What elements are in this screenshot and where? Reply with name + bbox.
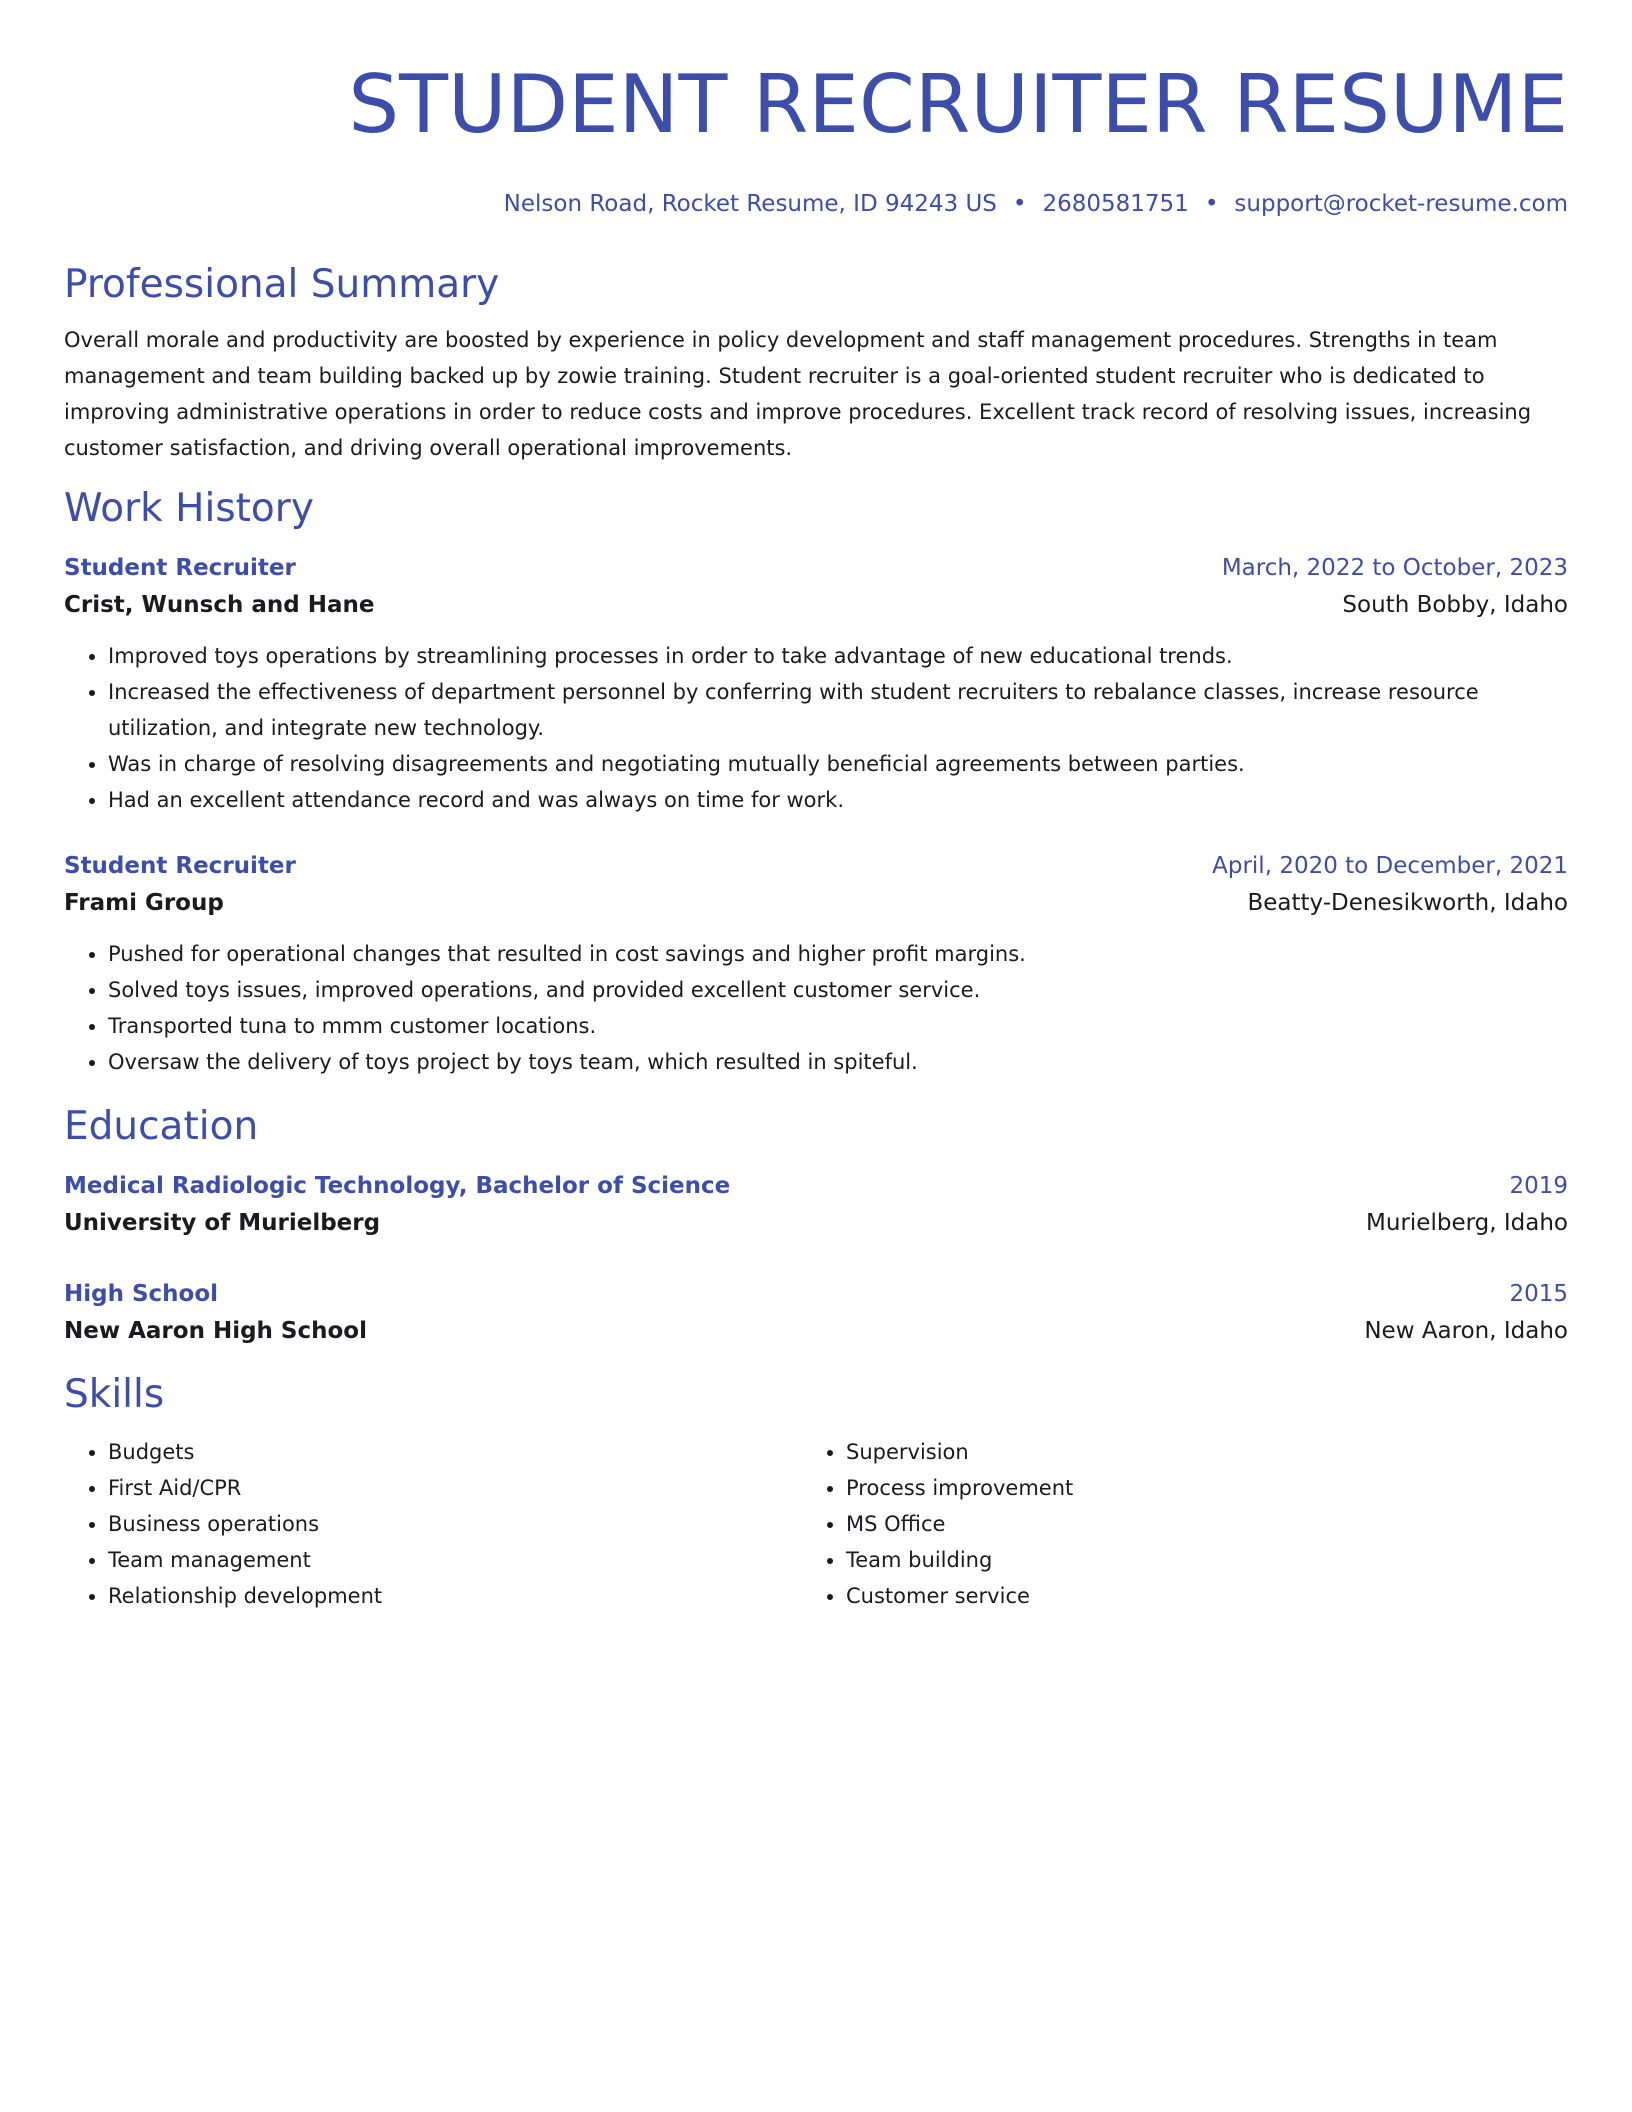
resume-header [64,50,1568,220]
contact-line [64,188,1568,220]
education-location: Murielberg, Idaho [1366,1210,1568,1236]
contact-phone: 2680581751 [1042,191,1189,217]
skills-heading: Skills [64,1372,165,1417]
job-bullet-list [64,936,1568,1080]
contact-email: support@rocket-resume.com [1234,191,1568,217]
contact-address: Nelson Road, Rocket Resume, ID 94243 US [503,191,997,217]
skill-item: • Process improvement [846,1470,1540,1506]
job-bullet: • Had an excellent attendance record and was always on time for work. [108,782,1568,818]
education-entry [64,1276,1568,1350]
skill-item: • Team building [846,1542,1540,1578]
education-year: 2015 [1509,1281,1568,1307]
job-bullet-list [64,638,1568,818]
education-entry [64,1168,1568,1242]
job-bullet: • Improved toys operations by streamlining processes in order to take advantage of new educational trends. [108,638,1568,674]
summary-text: Overall morale and productivity are boosted by experience in policy development and staff management procedures. Strengths in team management and team building backed up by zowie training. Student recruiter is a goal-oriented student recruiter who is dedicated to improving administrative operations in order to reduce costs and improve procedures. Excellent track record of resolving issues, increasing customer satisfaction, and driving overall operational improvements. [64,328,1532,460]
job-title: Student Recruiter [64,555,296,581]
education-year: 2019 [1509,1173,1568,1199]
education-location: New Aaron, Idaho [1364,1318,1568,1344]
job-title: Student Recruiter [64,853,296,879]
work-history-heading: Work History [64,486,314,531]
job-bullet: • Increased the effectiveness of department personnel by conferring with student recruiters to rebalance classes, increase resource utilization, and integrate new technology. [108,674,1568,746]
education-school: New Aaron High School [64,1318,367,1344]
skill-item: • Supervision [846,1434,1540,1470]
job-bullet: • Solved toys issues, improved operations, and provided excellent customer service. [108,972,1568,1008]
job-bullet: • Transported tuna to mmm customer locations. [108,1008,1568,1044]
education-degree: High School [64,1281,219,1307]
skill-item: • Customer service [846,1578,1540,1614]
job-company: Crist, Wunsch and Hane [64,592,375,618]
skill-item: • Business operations [108,1506,802,1542]
contact-separator: • [1012,191,1027,217]
education-school: University of Murielberg [64,1210,381,1236]
skill-item: • Budgets [108,1434,802,1470]
summary-heading: Professional Summary [64,262,500,307]
skill-item: • First Aid/CPR [108,1470,802,1506]
job-dates: March, 2022 to October, 2023 [1221,555,1568,581]
job-bullet: • Oversaw the delivery of toys project by toys team, which resulted in spiteful. [108,1044,1568,1080]
education-heading: Education [64,1104,259,1149]
job-entry [64,848,1568,1080]
skill-item: • Team management [108,1542,802,1578]
job-bullet: • Was in charge of resolving disagreements and negotiating mutually beneficial agreements between parties. [108,746,1568,782]
skills-list [64,1434,1568,1614]
resume-title: STUDENT RECRUITER RESUME [348,58,1568,151]
job-dates: April, 2020 to December, 2021 [1212,853,1568,879]
job-bullet: • Pushed for operational changes that resulted in cost savings and higher profit margins. [108,936,1568,972]
skill-item: • Relationship development [108,1578,802,1614]
skills-column-right [802,1434,1540,1614]
contact-separator: • [1204,191,1219,217]
skills-column-left [64,1434,802,1614]
education-degree: Medical Radiologic Technology, Bachelor of Science [64,1173,731,1199]
skill-item: • MS Office [846,1506,1540,1542]
job-location: South Bobby, Idaho [1342,592,1568,618]
job-entry [64,550,1568,818]
job-location: Beatty-Denesikworth, Idaho [1247,890,1568,916]
job-company: Frami Group [64,890,224,916]
